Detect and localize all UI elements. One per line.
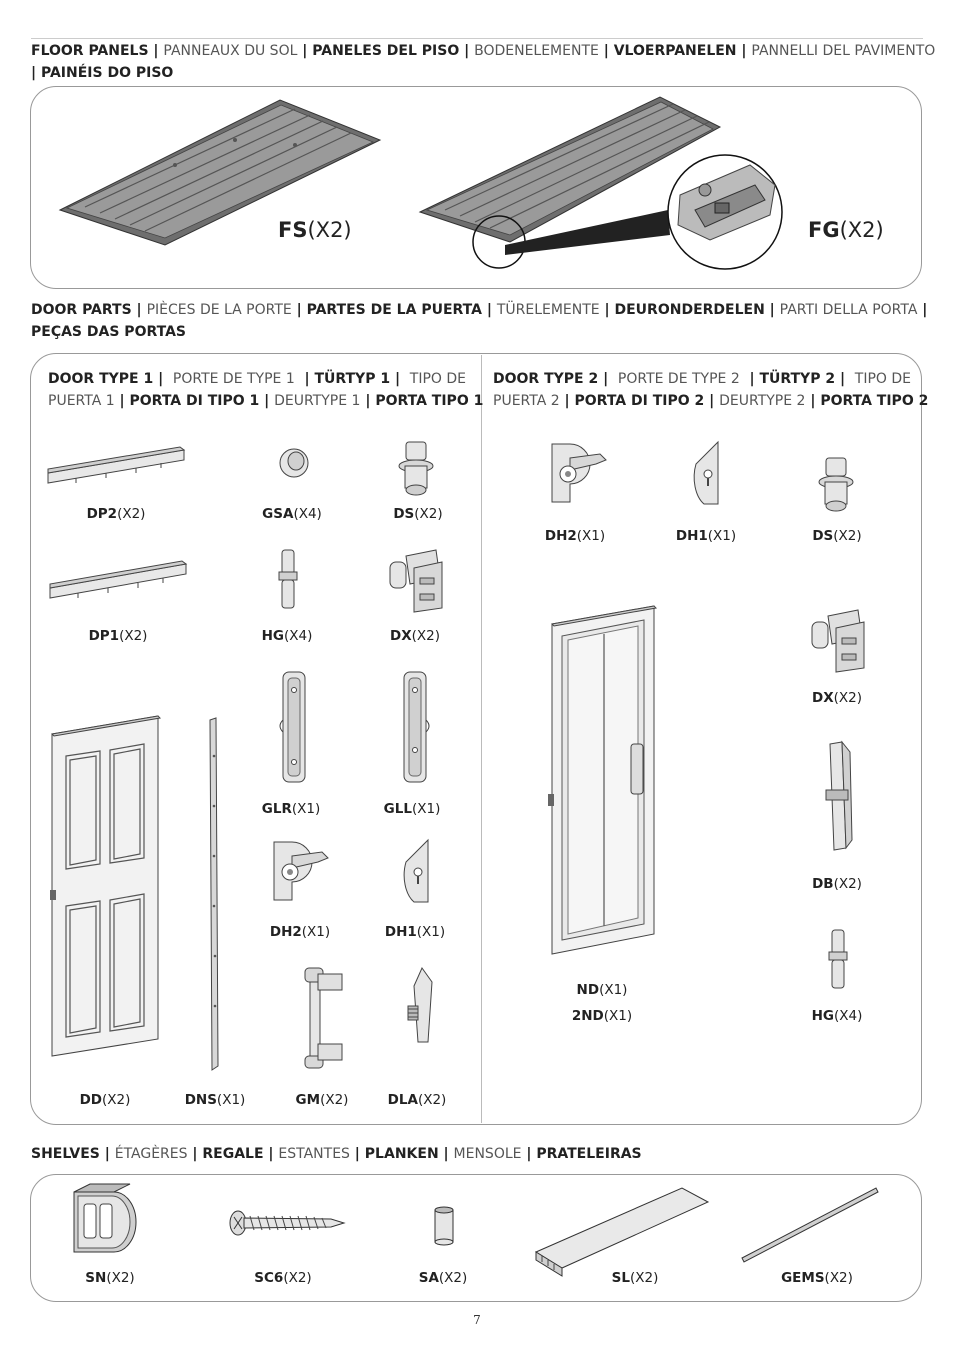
hg-drawing	[276, 548, 300, 612]
dp2-drawing	[46, 445, 186, 490]
label-dla: DLA(X2)	[387, 1092, 447, 1108]
heading-run: | PORTA TIPO 2	[805, 393, 929, 409]
heading-run: PORTE DE TYPE 2	[617, 371, 740, 387]
heading-run: PARTI DELLA PORTA	[779, 302, 918, 318]
door-type1-heading	[48, 368, 484, 412]
shelves-heading-line	[31, 1146, 642, 1162]
heading-run: |	[131, 302, 147, 318]
sn-drawing	[70, 1182, 136, 1256]
heading-run: | PLANKEN |	[349, 1146, 454, 1162]
label-dd: DD(X2)	[79, 1092, 131, 1108]
door-type2-line2	[493, 390, 929, 412]
floor-heading-line1	[31, 43, 935, 59]
label-glr: GLR(X1)	[261, 801, 321, 817]
dh2-type2-drawing	[544, 440, 608, 506]
gems-drawing	[740, 1186, 882, 1266]
label-hg-type2: HG(X4)	[811, 1008, 863, 1024]
dns-drawing	[206, 716, 222, 1072]
label-gems: GEMS(X2)	[781, 1270, 853, 1286]
heading-run: DOOR TYPE 1 |	[48, 371, 169, 387]
hg-type2-drawing	[826, 928, 850, 992]
dh1-type2-drawing	[688, 440, 728, 508]
label-dh2-type1: DH2(X1)	[269, 924, 331, 940]
dla-drawing	[404, 966, 440, 1046]
heading-run: MENSOLE	[453, 1146, 522, 1162]
dd-drawing	[48, 714, 162, 1058]
dx-drawing	[386, 548, 446, 614]
label-fg: FG(X2)	[808, 218, 884, 242]
heading-run: PUERTA 1	[48, 393, 115, 409]
dx-type2-drawing	[808, 608, 868, 674]
heading-run: DEURTYPE 2	[719, 393, 806, 409]
heading-run: | PORTA DI TIPO 2 |	[559, 393, 720, 409]
label-ds-type2: DS(X2)	[812, 528, 862, 544]
heading-run: DEURTYPE 1	[274, 393, 361, 409]
label-sa: SA(X2)	[418, 1270, 468, 1286]
heading-run: | VLOERPANELEN |	[598, 43, 752, 59]
gsa-drawing	[276, 445, 312, 481]
heading-run: BODENELEMENTE	[474, 43, 599, 59]
door-types-divider	[481, 355, 482, 1123]
dp1-drawing	[48, 558, 188, 606]
heading-run: PUERTA 2	[493, 393, 560, 409]
heading-run: DOOR PARTS	[31, 302, 132, 318]
label-ds-type1: DS(X2)	[393, 506, 443, 522]
gm-drawing	[300, 966, 350, 1072]
heading-run: | PORTA DI TIPO 1 |	[114, 393, 275, 409]
heading-run: | PORTA TIPO 1	[360, 393, 484, 409]
sc6-drawing	[226, 1208, 346, 1238]
label-gll: GLL(X1)	[383, 801, 441, 817]
top-rule	[31, 38, 923, 39]
heading-run: SHELVES	[31, 1146, 100, 1162]
heading-run: DOOR TYPE 2 |	[493, 371, 614, 387]
door-parts-heading	[31, 299, 936, 343]
label-dh2-type2: DH2(X1)	[544, 528, 606, 544]
label-2nd: 2ND(X1)	[571, 1008, 633, 1024]
heading-run: PORTE DE TYPE 1	[172, 371, 295, 387]
heading-run: TIPO DE	[854, 371, 911, 387]
label-hg-type1: HG(X4)	[261, 628, 313, 644]
shelves-heading	[31, 1143, 931, 1165]
door-type1-line2	[48, 390, 484, 412]
door-type2-heading	[493, 368, 929, 412]
heading-run: | DEURONDERDELEN |	[599, 302, 780, 318]
page-number: 7	[473, 1313, 481, 1327]
dh1-type1-drawing	[398, 838, 438, 906]
door-type1-line1	[48, 368, 466, 390]
door-type2-line1	[493, 368, 911, 390]
nd-drawing	[546, 604, 658, 956]
floor-heading-line2: | PAINÉIS DO PISO	[31, 65, 174, 81]
heading-run: | TÜRTYP 2 |	[744, 371, 850, 387]
heading-run: ESTANTES	[278, 1146, 350, 1162]
fg-detail-zoom	[500, 155, 790, 275]
label-dp1: DP1(X2)	[88, 628, 148, 644]
door-heading-line1	[31, 302, 927, 318]
label-nd: ND(X1)	[576, 982, 628, 998]
gll-drawing	[400, 670, 430, 785]
floor-panels-heading	[31, 40, 936, 84]
label-dh1-type1: DH1(X1)	[384, 924, 446, 940]
heading-run: |	[917, 302, 928, 318]
heading-run: ÉTAGÈRES	[114, 1146, 188, 1162]
heading-run: TIPO DE	[409, 371, 466, 387]
heading-run: PANNELLI DEL PAVIMENTO	[751, 43, 936, 59]
label-dns: DNS(X1)	[184, 1092, 246, 1108]
ds-drawing	[396, 440, 436, 498]
label-sc6: SC6(X2)	[254, 1270, 312, 1286]
heading-run: PIÈCES DE LA PORTE	[146, 302, 292, 318]
heading-run: | REGALE |	[187, 1146, 279, 1162]
label-fs: FS(X2)	[278, 218, 352, 242]
label-sl: SL(X2)	[611, 1270, 659, 1286]
door-heading-line2: PEÇAS DAS PORTAS	[31, 324, 186, 340]
sa-drawing	[432, 1206, 456, 1246]
label-dh1-type2: DH1(X1)	[675, 528, 737, 544]
heading-run: | PANELES DEL PISO |	[297, 43, 475, 59]
label-dx-type1: DX(X2)	[390, 628, 440, 644]
label-gsa: GSA(X4)	[262, 506, 322, 522]
db-drawing	[822, 740, 856, 852]
dh2-type1-drawing	[266, 838, 330, 904]
label-gm: GM(X2)	[295, 1092, 349, 1108]
heading-run: FLOOR PANELS	[31, 43, 149, 59]
ds-type2-drawing	[816, 456, 856, 514]
label-dx-type2: DX(X2)	[812, 690, 862, 706]
label-db: DB(X2)	[812, 876, 862, 892]
heading-run: |	[99, 1146, 115, 1162]
label-dp2: DP2(X2)	[86, 506, 146, 522]
sl-drawing	[532, 1184, 712, 1282]
heading-run: | PRATELEIRAS	[521, 1146, 642, 1162]
glr-drawing	[280, 670, 310, 785]
heading-run: TÜRELEMENTE	[496, 302, 600, 318]
heading-run: | PARTES DE LA PUERTA |	[291, 302, 497, 318]
label-sn: SN(X2)	[85, 1270, 135, 1286]
heading-run: |	[148, 43, 164, 59]
heading-run: | TÜRTYP 1 |	[299, 371, 405, 387]
heading-run: PANNEAUX DU SOL	[163, 43, 298, 59]
